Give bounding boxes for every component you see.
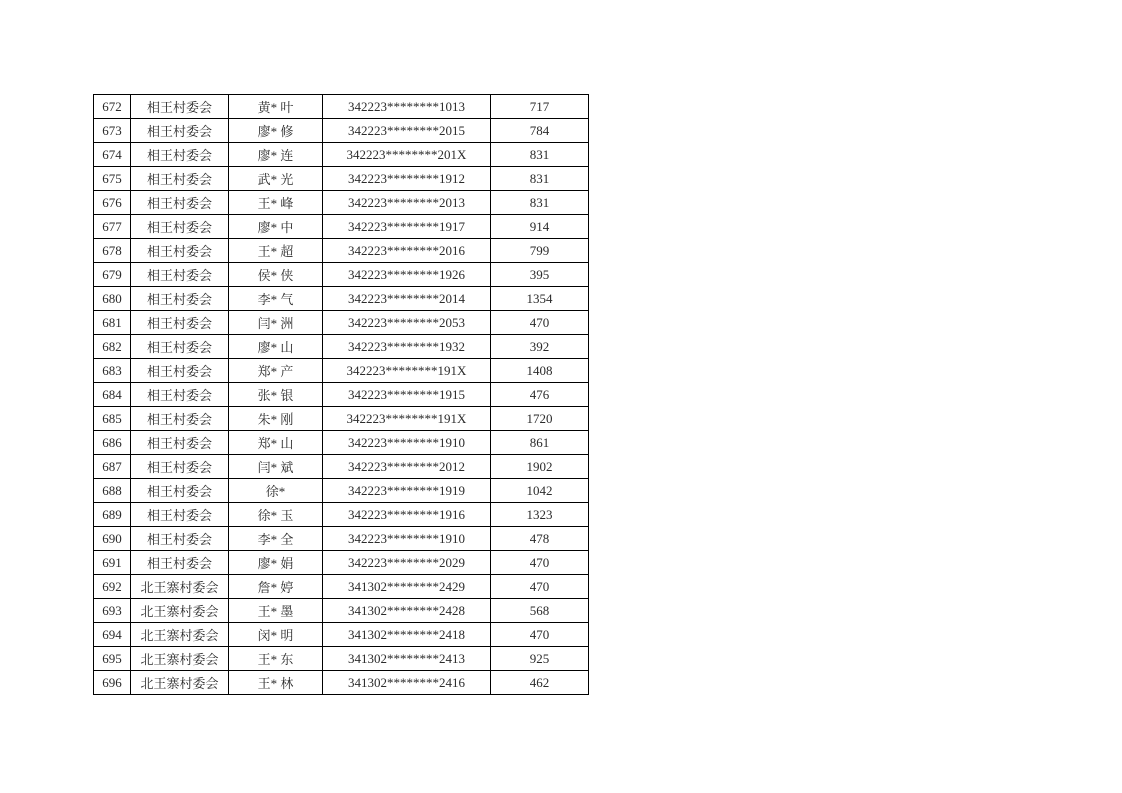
- cell-village: 相王村委会: [131, 527, 229, 551]
- cell-name: 郑* 产: [229, 359, 323, 383]
- cell-row-number: 676: [94, 191, 131, 215]
- table-row: [94, 623, 589, 647]
- table-row: [94, 383, 589, 407]
- cell-row-number: 696: [94, 671, 131, 695]
- cell-village: 相王村委会: [131, 455, 229, 479]
- cell-village: 相王村委会: [131, 503, 229, 527]
- cell-row-number: 673: [94, 119, 131, 143]
- cell-name: 李* 全: [229, 527, 323, 551]
- cell-village: 相王村委会: [131, 311, 229, 335]
- cell-name: 廖* 修: [229, 119, 323, 143]
- cell-name: 武* 光: [229, 167, 323, 191]
- table-row: [94, 647, 589, 671]
- cell-amount: 1323: [491, 503, 589, 527]
- cell-row-number: 682: [94, 335, 131, 359]
- cell-village: 相王村委会: [131, 191, 229, 215]
- cell-id-number: 342223********1910: [323, 431, 491, 455]
- cell-village: 相王村委会: [131, 431, 229, 455]
- cell-name: 徐* 玉: [229, 503, 323, 527]
- table-row: [94, 575, 589, 599]
- cell-row-number: 679: [94, 263, 131, 287]
- table-row: [94, 239, 589, 263]
- table-row: [94, 215, 589, 239]
- table-row: [94, 167, 589, 191]
- table-row: [94, 335, 589, 359]
- cell-amount: 1408: [491, 359, 589, 383]
- cell-amount: 1720: [491, 407, 589, 431]
- cell-name: 朱* 刚: [229, 407, 323, 431]
- table-body: [94, 95, 589, 695]
- table-row: [94, 95, 589, 119]
- cell-village: 北王寨村委会: [131, 671, 229, 695]
- cell-row-number: 674: [94, 143, 131, 167]
- cell-row-number: 688: [94, 479, 131, 503]
- cell-name: 王* 墨: [229, 599, 323, 623]
- cell-row-number: 693: [94, 599, 131, 623]
- cell-id-number: 342223********1926: [323, 263, 491, 287]
- cell-name: 李* 气: [229, 287, 323, 311]
- cell-village: 相王村委会: [131, 119, 229, 143]
- cell-village: 北王寨村委会: [131, 623, 229, 647]
- table-row: [94, 599, 589, 623]
- cell-village: 相王村委会: [131, 287, 229, 311]
- cell-amount: 568: [491, 599, 589, 623]
- table-row: [94, 479, 589, 503]
- cell-id-number: 342223********2029: [323, 551, 491, 575]
- table-row: [94, 191, 589, 215]
- cell-amount: 470: [491, 623, 589, 647]
- cell-name: 王* 东: [229, 647, 323, 671]
- cell-amount: 831: [491, 143, 589, 167]
- cell-village: 相王村委会: [131, 383, 229, 407]
- table-row: [94, 311, 589, 335]
- cell-name: 廖* 娟: [229, 551, 323, 575]
- cell-id-number: 342223********2016: [323, 239, 491, 263]
- cell-row-number: 685: [94, 407, 131, 431]
- cell-id-number: 342223********191X: [323, 359, 491, 383]
- cell-row-number: 690: [94, 527, 131, 551]
- cell-row-number: 678: [94, 239, 131, 263]
- table-row: [94, 671, 589, 695]
- cell-name: 张* 银: [229, 383, 323, 407]
- cell-name: 王* 林: [229, 671, 323, 695]
- cell-row-number: 675: [94, 167, 131, 191]
- cell-amount: 914: [491, 215, 589, 239]
- records-table: [93, 94, 589, 695]
- cell-name: 侯* 侠: [229, 263, 323, 287]
- cell-name: 廖* 山: [229, 335, 323, 359]
- cell-amount: 392: [491, 335, 589, 359]
- cell-village: 相王村委会: [131, 215, 229, 239]
- cell-id-number: 341302********2413: [323, 647, 491, 671]
- table-row: [94, 455, 589, 479]
- cell-amount: 470: [491, 551, 589, 575]
- cell-id-number: 342223********1919: [323, 479, 491, 503]
- cell-name: 闵* 明: [229, 623, 323, 647]
- cell-amount: 861: [491, 431, 589, 455]
- cell-id-number: 342223********191X: [323, 407, 491, 431]
- table-row: [94, 407, 589, 431]
- cell-id-number: 342223********1910: [323, 527, 491, 551]
- cell-amount: 470: [491, 575, 589, 599]
- cell-village: 相王村委会: [131, 239, 229, 263]
- cell-row-number: 677: [94, 215, 131, 239]
- cell-name: 王* 峰: [229, 191, 323, 215]
- cell-village: 相王村委会: [131, 407, 229, 431]
- cell-id-number: 342223********1915: [323, 383, 491, 407]
- cell-amount: 1042: [491, 479, 589, 503]
- table-row: [94, 119, 589, 143]
- cell-village: 相王村委会: [131, 143, 229, 167]
- table-row: [94, 263, 589, 287]
- cell-amount: 799: [491, 239, 589, 263]
- cell-name: 徐*: [229, 479, 323, 503]
- table-row: [94, 503, 589, 527]
- cell-id-number: 342223********2053: [323, 311, 491, 335]
- table-row: [94, 431, 589, 455]
- cell-name: 郑* 山: [229, 431, 323, 455]
- cell-id-number: 342223********2012: [323, 455, 491, 479]
- cell-amount: 1354: [491, 287, 589, 311]
- cell-name: 黄* 叶: [229, 95, 323, 119]
- cell-village: 相王村委会: [131, 551, 229, 575]
- cell-id-number: 342223********1013: [323, 95, 491, 119]
- cell-village: 北王寨村委会: [131, 575, 229, 599]
- cell-amount: 478: [491, 527, 589, 551]
- cell-amount: 1902: [491, 455, 589, 479]
- cell-village: 北王寨村委会: [131, 599, 229, 623]
- cell-amount: 476: [491, 383, 589, 407]
- cell-id-number: 341302********2429: [323, 575, 491, 599]
- table-row: [94, 551, 589, 575]
- cell-row-number: 681: [94, 311, 131, 335]
- cell-village: 相王村委会: [131, 167, 229, 191]
- cell-village: 北王寨村委会: [131, 647, 229, 671]
- cell-row-number: 687: [94, 455, 131, 479]
- cell-name: 闫* 洲: [229, 311, 323, 335]
- cell-name: 詹* 婷: [229, 575, 323, 599]
- cell-row-number: 686: [94, 431, 131, 455]
- cell-name: 闫* 斌: [229, 455, 323, 479]
- cell-amount: 831: [491, 167, 589, 191]
- cell-id-number: 342223********1932: [323, 335, 491, 359]
- cell-id-number: 342223********2015: [323, 119, 491, 143]
- cell-amount: 925: [491, 647, 589, 671]
- table-row: [94, 287, 589, 311]
- cell-amount: 831: [491, 191, 589, 215]
- cell-name: 廖* 中: [229, 215, 323, 239]
- cell-village: 相王村委会: [131, 479, 229, 503]
- table-row: [94, 359, 589, 383]
- cell-name: 廖* 连: [229, 143, 323, 167]
- cell-row-number: 694: [94, 623, 131, 647]
- cell-village: 相王村委会: [131, 335, 229, 359]
- cell-row-number: 691: [94, 551, 131, 575]
- cell-village: 相王村委会: [131, 95, 229, 119]
- cell-name: 王* 超: [229, 239, 323, 263]
- cell-id-number: 341302********2428: [323, 599, 491, 623]
- table-row: [94, 143, 589, 167]
- cell-row-number: 680: [94, 287, 131, 311]
- cell-id-number: 342223********1912: [323, 167, 491, 191]
- cell-village: 相王村委会: [131, 359, 229, 383]
- table-row: [94, 527, 589, 551]
- cell-id-number: 342223********2013: [323, 191, 491, 215]
- cell-id-number: 341302********2418: [323, 623, 491, 647]
- cell-row-number: 689: [94, 503, 131, 527]
- cell-amount: 784: [491, 119, 589, 143]
- cell-amount: 395: [491, 263, 589, 287]
- cell-id-number: 342223********1917: [323, 215, 491, 239]
- cell-id-number: 342223********201X: [323, 143, 491, 167]
- cell-village: 相王村委会: [131, 263, 229, 287]
- cell-id-number: 342223********2014: [323, 287, 491, 311]
- cell-row-number: 683: [94, 359, 131, 383]
- cell-row-number: 672: [94, 95, 131, 119]
- cell-id-number: 342223********1916: [323, 503, 491, 527]
- cell-row-number: 695: [94, 647, 131, 671]
- cell-amount: 462: [491, 671, 589, 695]
- cell-amount: 470: [491, 311, 589, 335]
- cell-id-number: 341302********2416: [323, 671, 491, 695]
- cell-row-number: 684: [94, 383, 131, 407]
- cell-amount: 717: [491, 95, 589, 119]
- cell-row-number: 692: [94, 575, 131, 599]
